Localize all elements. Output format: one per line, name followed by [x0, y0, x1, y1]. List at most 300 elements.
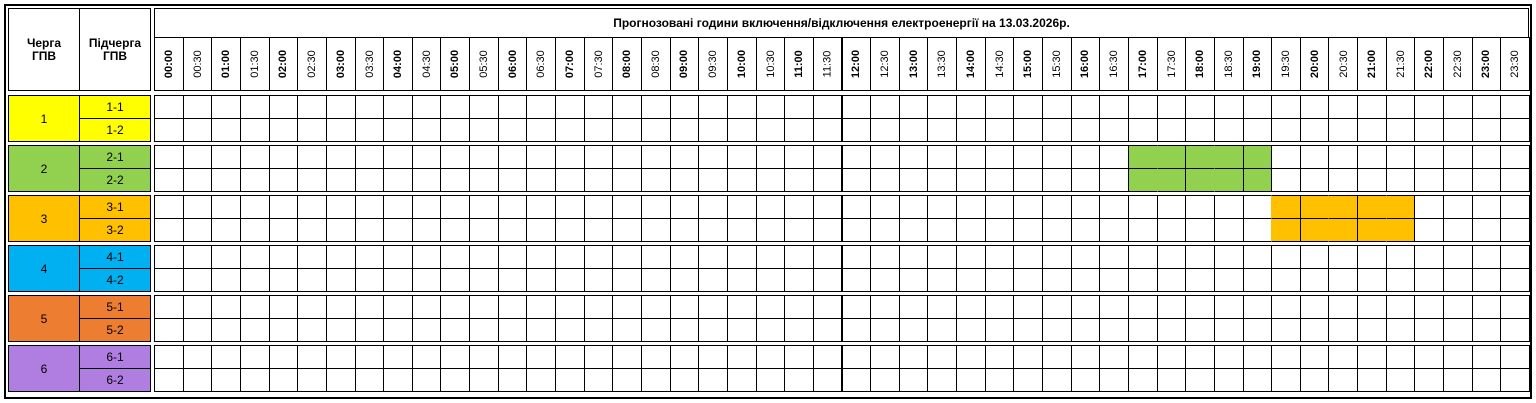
time-label: 23:00	[1480, 49, 1493, 79]
slot-5-2-0430	[412, 318, 442, 342]
slot-3-1-1130	[813, 195, 843, 219]
time-label: 01:30	[248, 50, 261, 78]
slot-5-2-0400	[383, 318, 413, 342]
slot-2-2-0430	[412, 168, 442, 192]
slot-2-2-1300	[899, 168, 929, 192]
slot-5-2-1600	[1071, 318, 1101, 342]
slot-6-2-1200	[842, 368, 872, 392]
time-header-0200	[269, 37, 299, 91]
slot-4-1-0600	[498, 245, 528, 269]
slot-3-1-1030	[756, 195, 786, 219]
slot-2-2-0500	[440, 168, 470, 192]
slot-1-1-0930	[698, 95, 728, 119]
slot-3-2-0830	[641, 218, 671, 242]
slot-5-1-1800	[1185, 295, 1215, 319]
slot-2-1-0430	[412, 145, 442, 169]
slot-5-1-1900	[1243, 295, 1273, 319]
slot-2-1-2000	[1300, 145, 1330, 169]
slot-1-2-2230	[1443, 118, 1473, 142]
slot-5-2-1830	[1214, 318, 1244, 342]
slot-3-2-0700	[555, 218, 585, 242]
slot-3-1-0830	[641, 195, 671, 219]
time-header-0500	[440, 37, 470, 91]
slot-6-1-0400	[383, 345, 413, 369]
slot-2-1-1330	[927, 145, 957, 169]
slot-5-1-1730	[1157, 295, 1187, 319]
slot-5-2-0500	[440, 318, 470, 342]
slot-6-2-2300	[1472, 368, 1502, 392]
slot-3-2-1730	[1157, 218, 1187, 242]
slot-3-1-0930	[698, 195, 728, 219]
slot-3-2-1430	[985, 218, 1015, 242]
slot-5-2-0800	[612, 318, 642, 342]
slot-1-1-1230	[870, 95, 900, 119]
slot-6-1-2230	[1443, 345, 1473, 369]
slot-1-2-1830	[1214, 118, 1244, 142]
slot-5-1-1400	[956, 295, 986, 319]
slot-2-1-0100	[211, 145, 241, 169]
slot-1-1-1900	[1243, 95, 1273, 119]
time-header-0400	[383, 37, 413, 91]
slot-4-2-1700	[1128, 268, 1158, 292]
slot-6-1-0230	[297, 345, 327, 369]
time-label: 11:00	[793, 50, 806, 78]
subqueue-6-2: 6-2	[79, 368, 151, 392]
time-label: 02:00	[277, 49, 290, 79]
slot-2-1-0500	[440, 145, 470, 169]
slot-1-1-1400	[956, 95, 986, 119]
slot-4-2-1630	[1099, 268, 1129, 292]
slot-5-1-1930	[1271, 295, 1301, 319]
subqueue-1-1: 1-1	[79, 95, 151, 119]
slot-1-2-0130	[240, 118, 270, 142]
slot-5-1-2230	[1443, 295, 1473, 319]
queue-5: 5	[8, 295, 80, 342]
time-header-1500	[1013, 37, 1043, 91]
slot-3-2-0730	[584, 218, 614, 242]
slot-4-2-1300	[899, 268, 929, 292]
slot-5-2-0630	[526, 318, 556, 342]
slot-2-2-0830	[641, 168, 671, 192]
slot-2-2-0800	[612, 168, 642, 192]
slot-6-2-1100	[784, 368, 814, 392]
slot-2-2-2200	[1414, 168, 1444, 192]
slot-2-2-0100	[211, 168, 241, 192]
time-label: 15:00	[1022, 49, 1035, 79]
slot-1-2-0400	[383, 118, 413, 142]
slot-4-2-0030	[183, 268, 213, 292]
slot-2-1-1830	[1214, 145, 1244, 169]
slot-5-1-2330	[1500, 295, 1530, 319]
slot-3-2-1800	[1185, 218, 1215, 242]
slot-5-1-0830	[641, 295, 671, 319]
slot-4-2-1100	[784, 268, 814, 292]
time-header-0700	[555, 37, 585, 91]
slot-4-1-0300	[326, 245, 356, 269]
slot-1-1-0330	[355, 95, 385, 119]
slot-4-2-0430	[412, 268, 442, 292]
slot-2-1-0030	[183, 145, 213, 169]
slot-1-1-2200	[1414, 95, 1444, 119]
slot-5-2-2130	[1386, 318, 1416, 342]
slot-4-2-1830	[1214, 268, 1244, 292]
slot-2-2-0000	[154, 168, 184, 192]
slot-3-1-2100	[1357, 195, 1387, 219]
subqueue-5-2: 5-2	[79, 318, 151, 342]
time-header-1700	[1128, 37, 1158, 91]
slot-3-1-0900	[670, 195, 700, 219]
slot-4-2-0630	[526, 268, 556, 292]
slot-6-1-0030	[183, 345, 213, 369]
slot-5-1-0300	[326, 295, 356, 319]
slot-2-1-1800	[1185, 145, 1215, 169]
slot-1-2-2030	[1328, 118, 1358, 142]
slot-5-1-0100	[211, 295, 241, 319]
time-label: 22:00	[1423, 49, 1436, 79]
slot-4-1-2300	[1472, 245, 1502, 269]
slot-3-1-0430	[412, 195, 442, 219]
slot-4-1-2000	[1300, 245, 1330, 269]
slot-2-2-2130	[1386, 168, 1416, 192]
slot-5-1-0130	[240, 295, 270, 319]
time-header-2030	[1328, 37, 1358, 91]
slot-3-1-0300	[326, 195, 356, 219]
slot-6-2-1800	[1185, 368, 1215, 392]
slot-6-1-1300	[899, 345, 929, 369]
slot-3-2-1830	[1214, 218, 1244, 242]
slot-6-2-0130	[240, 368, 270, 392]
slot-3-1-0130	[240, 195, 270, 219]
time-label: 17:00	[1136, 49, 1149, 79]
slot-3-2-0430	[412, 218, 442, 242]
slot-5-2-1730	[1157, 318, 1187, 342]
slot-3-1-1200	[842, 195, 872, 219]
slot-6-2-0700	[555, 368, 585, 392]
slot-6-1-1930	[1271, 345, 1301, 369]
slot-3-1-1100	[784, 195, 814, 219]
slot-5-2-1030	[756, 318, 786, 342]
slot-2-2-0300	[326, 168, 356, 192]
slot-2-1-0600	[498, 145, 528, 169]
slot-6-2-0030	[183, 368, 213, 392]
slot-3-2-1630	[1099, 218, 1129, 242]
slot-6-2-0800	[612, 368, 642, 392]
slot-3-2-2100	[1357, 218, 1387, 242]
slot-5-2-1530	[1042, 318, 1072, 342]
time-label: 03:30	[363, 50, 376, 78]
slot-4-2-2130	[1386, 268, 1416, 292]
slot-1-2-1100	[784, 118, 814, 142]
time-header-0330	[355, 37, 385, 91]
queue-1: 1	[8, 95, 80, 142]
slot-1-1-1630	[1099, 95, 1129, 119]
slot-3-2-1200	[842, 218, 872, 242]
slot-4-2-1200	[842, 268, 872, 292]
slot-5-1-0800	[612, 295, 642, 319]
slot-4-1-2030	[1328, 245, 1358, 269]
slot-5-1-1330	[927, 295, 957, 319]
slot-1-1-1600	[1071, 95, 1101, 119]
queue-4: 4	[8, 245, 80, 292]
time-header-0430	[412, 37, 442, 91]
slot-6-2-0830	[641, 368, 671, 392]
time-label: 16:30	[1108, 50, 1121, 78]
slot-1-2-1500	[1013, 118, 1043, 142]
slot-5-2-0930	[698, 318, 728, 342]
slot-4-2-1430	[985, 268, 1015, 292]
slot-1-2-1130	[813, 118, 843, 142]
slot-4-1-1530	[1042, 245, 1072, 269]
slot-5-2-0100	[211, 318, 241, 342]
slot-6-1-2030	[1328, 345, 1358, 369]
time-label: 09:30	[707, 50, 720, 78]
slot-1-2-1230	[870, 118, 900, 142]
time-label: 09:00	[678, 49, 691, 79]
slot-4-2-2200	[1414, 268, 1444, 292]
slot-6-1-0730	[584, 345, 614, 369]
slot-1-2-0730	[584, 118, 614, 142]
slot-4-1-2100	[1357, 245, 1387, 269]
slot-5-2-2230	[1443, 318, 1473, 342]
slot-5-1-0400	[383, 295, 413, 319]
slot-1-1-0700	[555, 95, 585, 119]
slot-6-1-2200	[1414, 345, 1444, 369]
slot-3-2-0330	[355, 218, 385, 242]
slot-1-2-1330	[927, 118, 957, 142]
slot-4-1-0630	[526, 245, 556, 269]
slot-6-2-2100	[1357, 368, 1387, 392]
slot-5-2-1700	[1128, 318, 1158, 342]
slot-2-1-0800	[612, 145, 642, 169]
slot-5-1-1600	[1071, 295, 1101, 319]
slot-3-1-0000	[154, 195, 184, 219]
time-label: 20:30	[1337, 50, 1350, 78]
slot-2-1-1930	[1271, 145, 1301, 169]
slot-4-1-1830	[1214, 245, 1244, 269]
slot-6-1-0530	[469, 345, 499, 369]
slot-5-2-1100	[784, 318, 814, 342]
slot-6-2-1700	[1128, 368, 1158, 392]
slot-1-1-2000	[1300, 95, 1330, 119]
slot-1-1-0730	[584, 95, 614, 119]
time-label: 14:00	[964, 49, 977, 79]
slot-3-1-0230	[297, 195, 327, 219]
time-label: 04:00	[391, 49, 404, 79]
slot-2-1-0730	[584, 145, 614, 169]
slot-6-2-1630	[1099, 368, 1129, 392]
time-header-0230	[297, 37, 327, 91]
slot-2-2-1500	[1013, 168, 1043, 192]
slot-5-1-0530	[469, 295, 499, 319]
time-header-0530	[469, 37, 499, 91]
slot-3-1-2300	[1472, 195, 1502, 219]
slot-1-1-1430	[985, 95, 1015, 119]
slot-6-1-1830	[1214, 345, 1244, 369]
slot-2-2-1530	[1042, 168, 1072, 192]
slot-5-1-2130	[1386, 295, 1416, 319]
slot-3-2-0600	[498, 218, 528, 242]
time-label: 20:00	[1308, 49, 1321, 79]
slot-4-2-1530	[1042, 268, 1072, 292]
time-label: 00:00	[162, 49, 175, 79]
slot-5-2-0900	[670, 318, 700, 342]
time-header-0800	[612, 37, 642, 91]
slot-6-2-1500	[1013, 368, 1043, 392]
time-header-1800	[1185, 37, 1215, 91]
slot-2-2-1730	[1157, 168, 1187, 192]
slot-5-2-0700	[555, 318, 585, 342]
slot-3-2-1930	[1271, 218, 1301, 242]
slot-3-1-0700	[555, 195, 585, 219]
slot-6-2-0200	[269, 368, 299, 392]
slot-5-2-0030	[183, 318, 213, 342]
slot-2-2-2230	[1443, 168, 1473, 192]
slot-5-1-0200	[269, 295, 299, 319]
slot-3-1-2330	[1500, 195, 1530, 219]
slot-3-1-1500	[1013, 195, 1043, 219]
slot-3-2-1300	[899, 218, 929, 242]
slot-1-1-0000	[154, 95, 184, 119]
slot-1-2-1000	[727, 118, 757, 142]
slot-5-2-1500	[1013, 318, 1043, 342]
slot-1-2-0300	[326, 118, 356, 142]
slot-1-1-0830	[641, 95, 671, 119]
time-header-2130	[1386, 37, 1416, 91]
slot-1-2-2100	[1357, 118, 1387, 142]
slot-2-2-0700	[555, 168, 585, 192]
slot-3-1-0730	[584, 195, 614, 219]
slot-1-2-0500	[440, 118, 470, 142]
slot-3-2-0200	[269, 218, 299, 242]
slot-5-2-2100	[1357, 318, 1387, 342]
subqueue-3-2: 3-2	[79, 218, 151, 242]
slot-6-2-1000	[727, 368, 757, 392]
slot-2-1-0000	[154, 145, 184, 169]
slot-3-2-1100	[784, 218, 814, 242]
slot-6-1-1100	[784, 345, 814, 369]
time-label: 06:30	[535, 50, 548, 78]
slot-6-1-1200	[842, 345, 872, 369]
time-label: 22:30	[1451, 50, 1464, 78]
slot-2-2-0730	[584, 168, 614, 192]
time-label: 23:30	[1509, 50, 1522, 78]
slot-1-1-0100	[211, 95, 241, 119]
slot-5-1-1030	[756, 295, 786, 319]
slot-4-2-1000	[727, 268, 757, 292]
slot-3-1-1830	[1214, 195, 1244, 219]
slot-1-2-0530	[469, 118, 499, 142]
slot-1-2-1930	[1271, 118, 1301, 142]
slot-5-1-1000	[727, 295, 757, 319]
slot-2-1-1700	[1128, 145, 1158, 169]
slot-6-2-1430	[985, 368, 1015, 392]
slot-5-1-1200	[842, 295, 872, 319]
slot-5-1-2300	[1472, 295, 1502, 319]
slot-1-1-0300	[326, 95, 356, 119]
slot-4-2-2030	[1328, 268, 1358, 292]
slot-1-2-0430	[412, 118, 442, 142]
time-label: 21:30	[1394, 50, 1407, 78]
time-header-2300	[1472, 37, 1502, 91]
slot-1-1-2330	[1500, 95, 1530, 119]
slot-4-1-1630	[1099, 245, 1129, 269]
slot-3-1-1430	[985, 195, 1015, 219]
slot-3-1-0200	[269, 195, 299, 219]
slot-3-2-1530	[1042, 218, 1072, 242]
slot-5-2-1230	[870, 318, 900, 342]
slot-1-2-1530	[1042, 118, 1072, 142]
slot-1-2-1030	[756, 118, 786, 142]
slot-3-1-2230	[1443, 195, 1473, 219]
slot-1-2-0930	[698, 118, 728, 142]
slot-1-2-0800	[612, 118, 642, 142]
slot-6-1-0830	[641, 345, 671, 369]
slot-5-1-1500	[1013, 295, 1043, 319]
slot-3-2-2000	[1300, 218, 1330, 242]
slot-1-2-1900	[1243, 118, 1273, 142]
slot-5-1-1530	[1042, 295, 1072, 319]
slot-2-2-1030	[756, 168, 786, 192]
slot-4-1-2230	[1443, 245, 1473, 269]
slot-6-1-0800	[612, 345, 642, 369]
slot-6-2-0300	[326, 368, 356, 392]
time-label: 21:00	[1365, 49, 1378, 79]
slot-4-1-0230	[297, 245, 327, 269]
slot-2-2-0900	[670, 168, 700, 192]
slot-4-1-1200	[842, 245, 872, 269]
slot-1-1-0600	[498, 95, 528, 119]
slot-6-1-2130	[1386, 345, 1416, 369]
slot-5-2-1330	[927, 318, 957, 342]
slot-5-1-1830	[1214, 295, 1244, 319]
slot-3-1-1530	[1042, 195, 1072, 219]
slot-2-1-0200	[269, 145, 299, 169]
slot-1-2-2200	[1414, 118, 1444, 142]
slot-2-2-1200	[842, 168, 872, 192]
subqueue-6-1: 6-1	[79, 345, 151, 369]
slot-2-2-1800	[1185, 168, 1215, 192]
slot-4-1-2330	[1500, 245, 1530, 269]
slot-4-1-0030	[183, 245, 213, 269]
slot-6-2-1130	[813, 368, 843, 392]
slot-4-2-0200	[269, 268, 299, 292]
slot-4-1-0130	[240, 245, 270, 269]
slot-4-2-1130	[813, 268, 843, 292]
subqueue-column-header: Підчерга ГПВ	[79, 8, 151, 91]
slot-3-2-0000	[154, 218, 184, 242]
slot-5-2-1630	[1099, 318, 1129, 342]
slot-4-1-0400	[383, 245, 413, 269]
slot-3-1-1930	[1271, 195, 1301, 219]
slot-6-2-1530	[1042, 368, 1072, 392]
slot-5-2-0530	[469, 318, 499, 342]
slot-3-1-0530	[469, 195, 499, 219]
slot-4-1-1900	[1243, 245, 1273, 269]
slot-1-1-0530	[469, 95, 499, 119]
slot-2-2-1830	[1214, 168, 1244, 192]
slot-1-2-0200	[269, 118, 299, 142]
slot-2-2-1700	[1128, 168, 1158, 192]
slot-5-2-0600	[498, 318, 528, 342]
slot-3-2-0530	[469, 218, 499, 242]
slot-3-2-1400	[956, 218, 986, 242]
slot-1-1-2030	[1328, 95, 1358, 119]
slot-5-1-0630	[526, 295, 556, 319]
slot-2-1-1300	[899, 145, 929, 169]
slot-6-1-1630	[1099, 345, 1129, 369]
slot-4-2-0100	[211, 268, 241, 292]
slot-5-1-2200	[1414, 295, 1444, 319]
